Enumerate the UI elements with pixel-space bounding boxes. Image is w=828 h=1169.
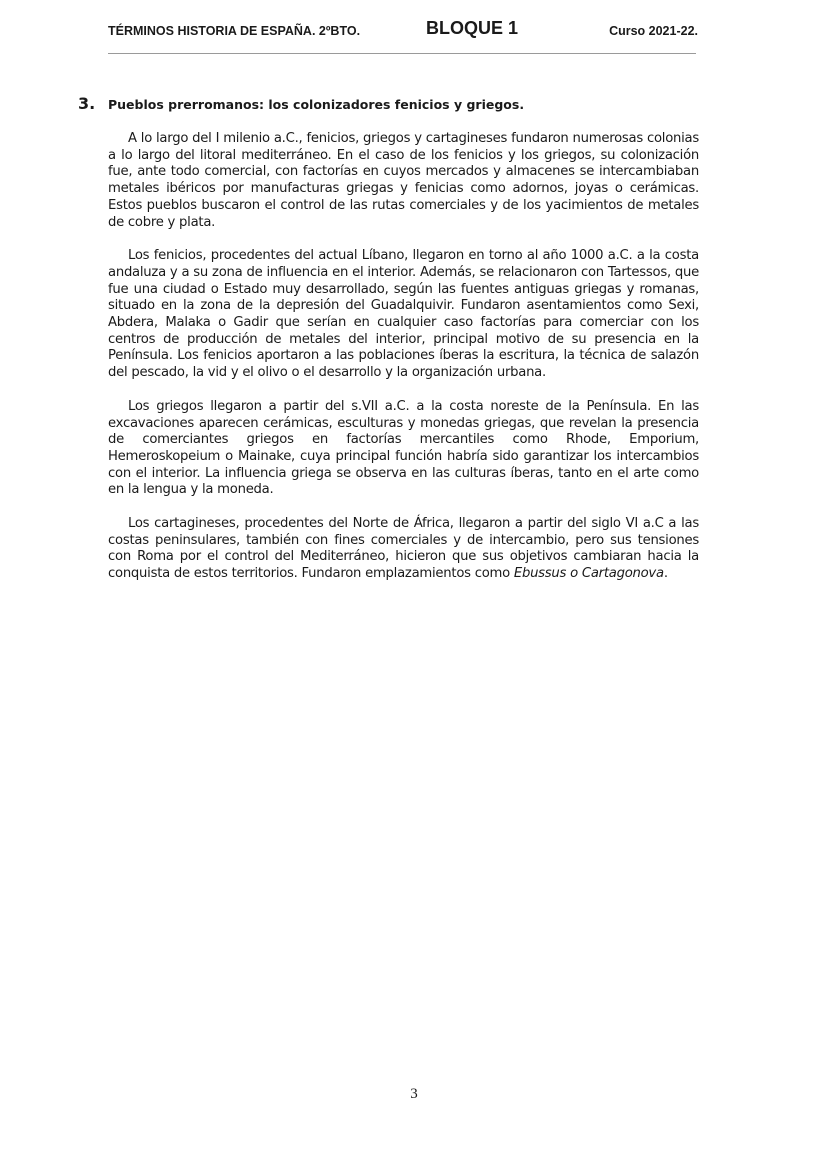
page-number: 3 [410,1086,418,1102]
page-header [108,18,698,48]
paragraph-intro: A lo largo del I milenio a.C., fenicios, griegos y cartagineses fundaron numerosas colonias a lo largo del litoral mediterráneo. En el caso de los fenicios y los griegos, su colonización fue, ante todo comercial, con factorías en cuyos mercados y almacenes se intercambiaban metales ibéricos por manufacturas griegas y fenicias como adornos, joyas o cerámicas. Estos pueblos buscaron el control de las rutas comerciales y de los yacimientos de metales de cobre y plata. [108,131,699,230]
paragraph-carthaginians [108,516,699,583]
paragraph-greeks: Los griegos llegaron a partir del s.VII a.C. a la costa noreste de la Península. En las excavaciones aparecen cerámicas, esculturas y monedas griegas, que revelan la presencia de comerciantes griegos en factorías mercantiles como Rhode, Emporium, Hemeroskopeium o Mainake, cuya principal función habría sido garantizar los intercambios con el interior. La influencia griega se observa en las culturas íberas, tanto en el arte como en la lengua y la moneda. [108,398,699,498]
paragraph-end: . [663,566,668,582]
section-number: 3. [78,94,96,113]
section-heading [78,94,718,113]
document-body [108,131,699,600]
header-course: Curso 2021-22. [609,24,698,38]
paragraph-phoenicians: Los fenicios, procedentes del actual Líbano, llegaron en torno al año 1000 a.C. a la costa andaluza y a su zona de influencia en el interior. Además, se relacionaron con Tartessos, que fue una ciudad o Estado muy desarrollado, según las fuentes antiguas griegas y romanas, situado en la zona de la depresión del Guadalquivir. Fundaron asentamientos como Sexi, Abdera, Malaka o Gadir que serían en cualquier caso factorías para comerciar con los centros de producción de metales del interior, principal motivo de su presencia en la Península. Los fenicios aportaron a las poblaciones íberas la escritura, la técnica de salazón del pescado, la vid y el olivo o el desarrollo y la organización urbana. [108,248,699,381]
header-divider [108,53,696,54]
colony-names: Ebussus o Cartagonova [513,566,664,582]
header-block: BLOQUE 1 [426,18,519,38]
paragraph-carthaginians-text: Los cartagineses, procedentes del Norte de África, llegaron a partir del siglo VI a.C a las costas peninsulares, también con fines comerciales y de intercambio, pero sus tensiones con Roma por el control del Mediterráneo, hicieron que sus objetivos cambiaran hacia la conquista de estos territorios. Fundaron emplazamientos como [108,516,699,582]
section-title: Pueblos prerromanos: los colonizadores fenicios y griegos. [108,97,525,112]
header-subject: TÉRMINOS HISTORIA DE ESPAÑA. 2ºBTO. [108,24,361,38]
